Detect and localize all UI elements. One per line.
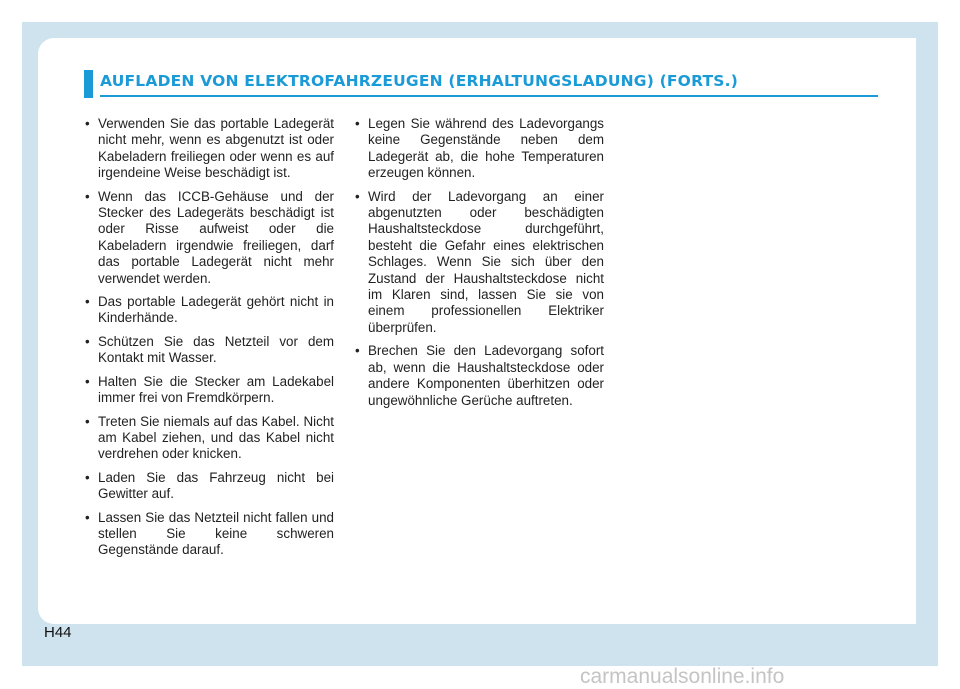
list-item: • Legen Sie während des Ladevorgangs keine Gegenstände neben dem Ladegerät ab, die hohe Temperaturen erzeugen können. — [346, 116, 604, 182]
page-number: H44 — [44, 624, 72, 641]
section-title-underline — [100, 95, 878, 97]
list-item: • Laden Sie das Fahrzeug nicht bei Gewitter auf. — [76, 470, 334, 503]
section-title: AUFLADEN VON ELEKTROFAHRZEUGEN (ERHALTUNGSLADUNG) (FORTS.) — [100, 72, 739, 90]
list-item: • Brechen Sie den Ladevorgang sofort ab, wenn die Haushaltsteckdose oder andere Komponenten überhitzen oder ungewöhnliche Gerüche auftreten. — [346, 343, 604, 409]
list-item: • Lassen Sie das Netzteil nicht fallen und stellen Sie keine schweren Gegenstände darauf. — [76, 510, 334, 559]
list-item: • Wird der Ladevorgang an einer abgenutzten oder beschädigten Haushaltsteckdose durchgeführt, besteht die Gefahr eines elektrischen Schlages. Wenn Sie sich über den Zustand der Haushaltsteckdose nicht im Klaren sind, lassen Sie sie von einem professionellen Elektriker überprüfen. — [346, 189, 604, 337]
list-item: • Halten Sie die Stecker am Ladekabel immer frei von Fremdkörpern. — [76, 374, 334, 407]
list-item: • Das portable Ladegerät gehört nicht in Kinderhände. — [76, 294, 334, 327]
watermark: carmanualsonline.info — [580, 665, 785, 688]
right-column-list — [346, 116, 604, 416]
list-item: • Treten Sie niemals auf das Kabel. Nicht am Kabel ziehen, und das Kabel nicht verdrehen oder knicken. — [76, 414, 334, 463]
list-item: • Wenn das ICCB-Gehäuse und der Stecker des Ladegeräts beschädigt ist oder Risse aufweist oder die Kabeladern irgendwie freiliegen, darf das portable Ladegerät nicht mehr verwendet werden. — [76, 189, 334, 287]
section-title-marker — [84, 70, 93, 98]
left-column-list — [76, 116, 334, 566]
list-item: • Schützen Sie das Netzteil vor dem Kontakt mit Wasser. — [76, 334, 334, 367]
list-item: • Verwenden Sie das portable Ladegerät nicht mehr, wenn es abgenutzt ist oder Kabeladern freiliegen oder wenn es auf irgendeine Weise beschädigt ist. — [76, 116, 334, 182]
